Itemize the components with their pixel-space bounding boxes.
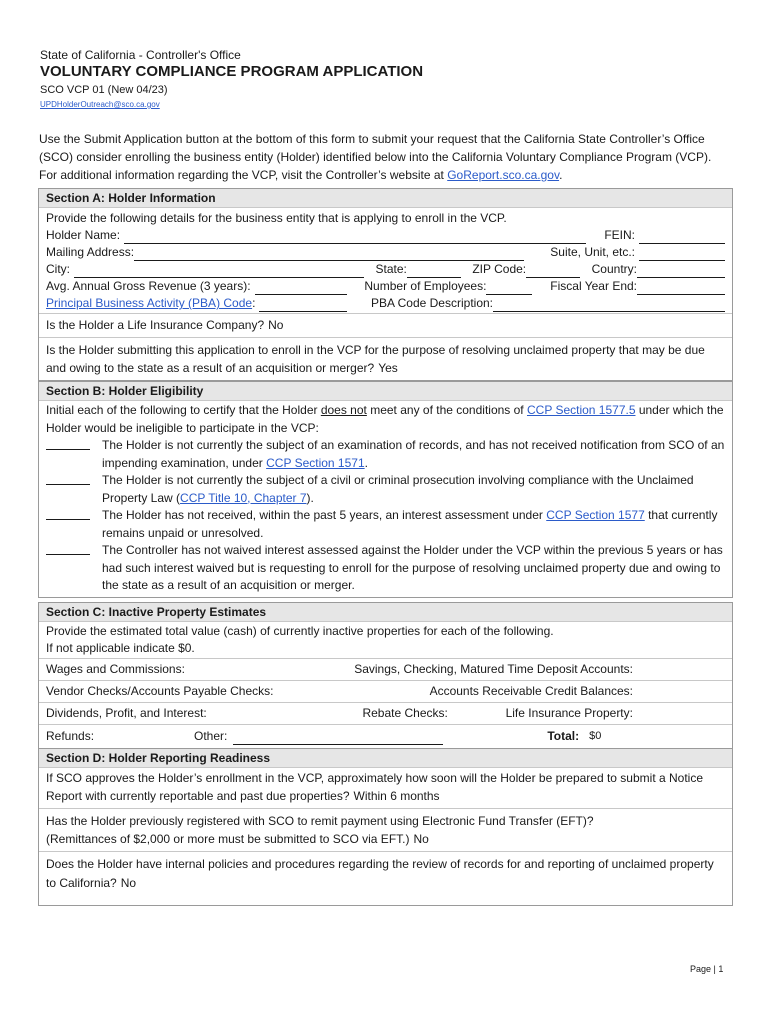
suite-field[interactable] [639,248,725,261]
ccp-title-10-link[interactable]: CCP Title 10, Chapter 7 [180,490,307,505]
revenue-label: Avg. Annual Gross Revenue (3 years): [46,279,251,293]
estimate-row [39,702,732,724]
section-a-title: Section A: Holder Information [39,189,732,208]
total-label: Total: [547,729,580,743]
eft-note: (Remittances of $2,000 or more must be submitted to SCO via EFT.) [46,832,410,846]
pba-desc-label: PBA Code Description: [370,296,493,310]
section-c-desc-2: If not applicable indicate $0. [46,641,195,655]
other-label: Other: [194,729,228,743]
estimate-row [39,680,732,702]
acquisition-row [39,337,732,380]
receivable-field[interactable]: Accounts Receivable Credit Balances: [429,684,633,698]
zip-label: ZIP Code: [472,262,527,276]
country-field[interactable] [637,265,725,278]
outreach-email-link[interactable]: UPDHolderOutreach@sco.ca.gov [40,100,160,109]
fein-label: FEIN: [604,228,635,242]
section-d [38,748,733,906]
acquisition-question: Is the Holder submitting this application to enroll in the VCP for the purpose of resolving unclaimed property that may be due and owing to the state as a result of an acquisition or merger? [46,343,705,375]
readiness-row [39,768,732,808]
page-number: Page | 1 [690,964,724,974]
eligibility-item: The Holder is not currently the subject of an examination of records, and has not received notification from SCO of an impending examination, under CCP Section 1571. [46,437,725,472]
policies-row [39,851,732,905]
initial-field-2[interactable] [46,472,90,485]
rebate-field[interactable]: Rebate Checks: [362,706,448,720]
section-a-desc: Provide the following details for the business entity that is applying to enroll in the VCP. [46,211,507,225]
pba-code-field[interactable] [259,299,347,312]
fiscal-field[interactable] [637,282,725,295]
section-b [38,381,733,598]
mailing-field[interactable] [134,248,524,261]
pba-colon: : [252,296,256,310]
mailing-label: Mailing Address: [46,245,135,259]
refunds-field[interactable]: Refunds: [46,729,95,743]
readiness-answer[interactable]: Within 6 months [353,789,440,803]
section-a [38,188,733,381]
state-label: State: [375,262,407,276]
employees-field[interactable] [486,282,532,295]
form-title: VOLUNTARY COMPLIANCE PROGRAM APPLICATION [40,63,424,80]
pba-desc-field[interactable] [493,299,725,312]
eft-row [39,808,732,851]
ccp-1577-link[interactable]: CCP Section 1577 [546,508,645,522]
revenue-row [46,278,725,295]
eligibility-item: The Holder has not received, within the past 5 years, an interest assessment under CCP Section 1577 that currently remains unpaid or unresolved. [46,507,725,542]
revenue-field[interactable] [255,282,347,295]
vendor-checks-field[interactable]: Vendor Checks/Accounts Payable Checks: [46,684,274,698]
initial-field-3[interactable] [46,507,90,520]
suite-label: Suite, Unit, etc.: [550,245,635,259]
other-field[interactable] [233,732,443,745]
eligibility-item: The Holder is not currently the subject of a civil or criminal prosecution involving compliance with the Unclaimed Property Law (CCP Title 10, Chapter 7). [46,472,725,507]
life-insurance-question: Is the Holder a Life Insurance Company? [46,318,265,332]
section-b-intro: Initial each of the following to certify that the Holder does not meet any of the conditions of CCP Section 1577.5 under which the Holder would be ineligible to participate in the VCP: [46,403,724,435]
total-value: $0 [589,730,602,742]
life-insurance-row [39,313,732,337]
city-row [46,261,725,278]
savings-field[interactable]: Savings, Checking, Matured Time Deposit Accounts: [354,662,633,676]
section-c-title: Section C: Inactive Property Estimates [39,603,732,622]
ccp-1571-link[interactable]: CCP Section 1571 [266,455,365,470]
fiscal-label: Fiscal Year End: [550,279,637,293]
policies-question: Does the Holder have internal policies and procedures regarding the review of records for and reporting of unclaimed property to California? [46,857,714,890]
pba-row [46,295,725,312]
section-d-title: Section D: Holder Reporting Readiness [39,749,732,768]
acquisition-answer[interactable]: Yes [378,361,398,375]
pba-code-link[interactable]: Principal Business Activity (PBA) Code [46,296,253,310]
country-label: Country: [591,262,637,276]
estimate-row [39,724,732,748]
zip-field[interactable] [526,265,580,278]
employees-label: Number of Employees: [364,279,487,293]
holder-name-row [46,227,725,244]
city-field[interactable] [74,265,364,278]
holder-name-field[interactable] [124,231,586,244]
eft-question: Has the Holder previously registered with SCO to remit payment using Electronic Fund Transfer (EFT)? [46,814,594,828]
form-id: SCO VCP 01 (New 04/23) [40,84,168,96]
dividends-field[interactable]: Dividends, Profit, and Interest: [46,706,207,720]
life-insurance-field[interactable]: Life Insurance Property: [505,706,633,720]
initial-field-4[interactable] [46,542,90,555]
readiness-question: If SCO approves the Holder’s enrollment in the VCP, approximately how soon will the Holder be prepared to submit a Notice Report with currently reportable and past due properties? [46,771,704,803]
section-c [38,602,733,749]
eft-answer[interactable]: No [413,832,429,846]
state-field[interactable] [407,265,461,278]
eligibility-item: The Controller has not waived interest assessed against the Holder under the VCP within the previous 5 years or has had such interest waived but is requesting to enroll for the purpose of resolving unclaimed property due and owing to the state as a result of an acquisition or merger. [46,542,725,595]
intro-paragraph: Use the Submit Application button at the bottom of this form to submit your request that the California State Controller’s Office (SCO) consider enrolling the business entity (Holder) identified below into the California Voluntary Compliance Program (VCP). For additional information regarding the VCP, visit the Controller’s website at GoReport.sco.ca.gov. [39,132,712,182]
section-c-desc-1: Provide the estimated total value (cash) of currently inactive properties for each of the following. [46,624,554,638]
wages-field[interactable]: Wages and Commissions: [46,662,185,676]
city-label: City: [46,262,70,276]
goreport-link[interactable]: GoReport.sco.ca.gov [447,168,560,182]
fein-field[interactable] [639,231,725,244]
policies-answer[interactable]: No [120,876,137,890]
office-name: State of California - Controller's Office [40,48,241,62]
holder-name-label: Holder Name: [46,228,121,242]
mailing-row [46,244,725,261]
life-insurance-answer[interactable]: No [268,318,284,332]
section-b-title: Section B: Holder Eligibility [39,382,732,401]
initial-field-1[interactable] [46,437,90,450]
estimate-row [39,658,732,680]
ccp-1577-5-link[interactable]: CCP Section 1577.5 [526,403,636,417]
